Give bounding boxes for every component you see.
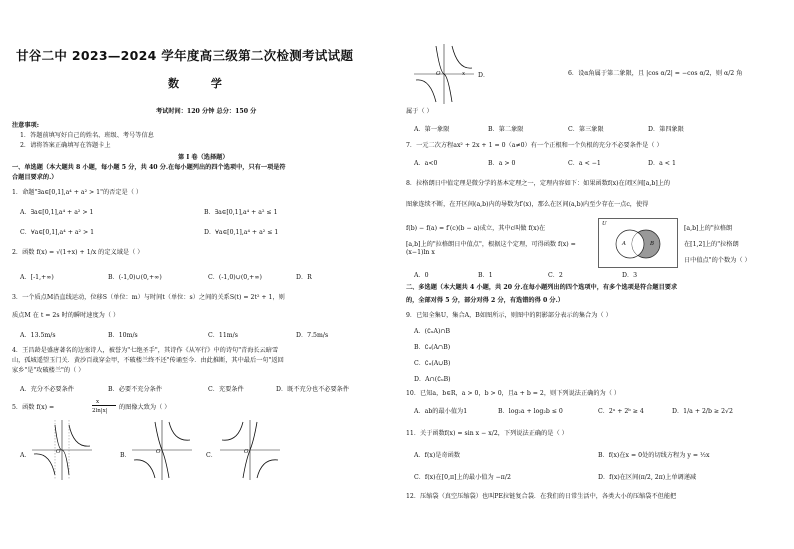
- q10-option-c: C．2ᵃ + 2ᵇ ≥ 4: [598, 408, 644, 415]
- q3-stem: 3．一个质点M沿直线运动，位移S（单位：m）与时间t（单位：s）之间的关系S(t) = 2t² + 1，则: [12, 294, 285, 301]
- q10-stem: 10．已知a，b∈R，a > 0，b > 0，且a + b = 2，则下列说法正确的为（ ）: [406, 390, 621, 397]
- q3-option-d: D．7.5m/s: [296, 332, 329, 339]
- q11-option-a: A．f(x)是奇函数: [414, 452, 461, 459]
- q8-option-a: A．0: [414, 272, 429, 279]
- q1-option-c: C．∀a∈[0,1],a⁴ + a² > 1: [20, 229, 95, 236]
- q5-graph-d-origin: O: [436, 71, 441, 77]
- q5-option-b: B．: [120, 452, 131, 459]
- time-score: 考试时间：120 分钟 总分：150 分: [156, 108, 257, 115]
- section-2-heading-cont: 的，全部对得 5 分，部分对得 2 分，有选错的得 0 分.）: [406, 297, 564, 304]
- q1-option-b: B．∃a∈[0,1],a⁴ + a² ≤ 1: [204, 209, 278, 216]
- subject-title: 数 学: [168, 77, 236, 90]
- q8-option-c: C．2: [548, 272, 563, 279]
- q12-stem: 12．压缩袋（真空压缩袋）也叫PE拉链复合袋．在我们的日常生活中，各类大小的压缩袋不但能把: [406, 493, 677, 500]
- q4-line-2: 山，孤城遥望玉门关．黄沙百战穿金甲，不破楼兰终不还"传诵至今．由此推断，其中最后一句"返回: [12, 357, 284, 364]
- q3-stem-cont: 质点M 在 t = 2s 时的瞬时速度为（ ）: [12, 312, 120, 319]
- q2-stem: 2．函数 f(x) = √(1+x) + 1/x 的定义域是（ ）: [12, 249, 144, 256]
- q10-option-b: B．log₂a + log₂b ≤ 0: [498, 408, 563, 415]
- q5-graph-b: [132, 420, 192, 480]
- q5-stem-pre: 5．函数 f(x) =: [12, 404, 55, 411]
- q6-option-a: A．第一象限: [414, 126, 450, 133]
- q5-stem-post: 的图像大致为（ ）: [119, 404, 171, 411]
- q4-option-d: D．既不充分也不必要条件: [276, 386, 350, 393]
- q8-line-1: 8．拉格朗日中值定理是微分学的基本定理之一，定理内容如下：如果函数f(x)在闭区间[a,b]上的: [406, 180, 671, 187]
- q11-option-d: D．f(x)在区间(π/2, 2π)上单调递减: [598, 474, 697, 481]
- q8-line-3: f(b) − f(a) = f′(c)(b − a)成立，其中c叫做 f(x)在: [406, 225, 546, 232]
- q2-option-a: A．[-1,+∞): [20, 274, 54, 281]
- q4-line-1: 4．王昌龄是盛唐著名的边塞诗人，被誉为"七绝圣手"，其诗作《从军行》中的诗句"青海长云暗雪: [12, 347, 279, 354]
- q7-option-d: D．a < 1: [648, 160, 676, 167]
- q6-option-b: B．第二象限: [488, 126, 524, 133]
- q5-fraction-den: 2ln|x|: [92, 408, 108, 414]
- note-2: 2．请将答案正确填写在答题卡上: [20, 142, 111, 149]
- q11-option-b: B．f(x)在x = 0处的切线方程为 y = ½x: [598, 452, 710, 459]
- q11-option-c: C．f(x)在[0,π]上的最小值为 −π/2: [414, 474, 511, 481]
- q10-option-a: A．ab的最小值为1: [414, 408, 468, 415]
- venn-u-label: U: [602, 221, 607, 227]
- q7-option-c: C．a < −1: [568, 160, 601, 167]
- q5-option-a: A．: [20, 452, 31, 459]
- q7-option-b: B．a > 0: [488, 160, 516, 167]
- q6-line-1: 6．设α角属于第二象限，且 |cos α/2| = −cos α/2，则 α/2 角: [568, 70, 743, 77]
- q5-option-c: C．: [206, 452, 217, 459]
- q9-option-a: A．(∁ᵤA)∩B: [414, 328, 451, 335]
- q6-option-c: C．第三象限: [568, 126, 604, 133]
- section-1-heading-cont: 合题目要求的.）: [12, 174, 58, 181]
- q10-option-d: D．1/a + 2/b ≥ 2√2: [672, 408, 733, 415]
- q7-stem: 7．一元二次方程ax² + 2x + 1 = 0（a≠0）有一个正根和一个负根的充分不必要条件是（ ）: [406, 142, 663, 149]
- q2-option-b: B．(-1,0)∪(0,+∞): [108, 274, 162, 281]
- q6-line-2: 属于（ ）: [406, 108, 433, 115]
- q5-graph-d-x-label: x: [462, 71, 466, 77]
- q4-line-3: 家乡"是"攻破楼兰"的（ ）: [12, 367, 85, 374]
- q5-graph-a: [32, 420, 92, 480]
- q8-option-b: B．1: [478, 272, 493, 279]
- venn-b-label: B: [650, 241, 655, 247]
- q5-graph-c-origin: O: [244, 449, 249, 455]
- q1-option-d: D．∀a∈[0,1],a⁴ + a² ≤ 1: [204, 229, 279, 236]
- q3-option-b: B．10m/s: [108, 332, 138, 339]
- venn-a-label: A: [622, 241, 626, 247]
- q11-stem: 11．关于函数f(x) = sin x − x/2，下列说法正确的是（ ）: [406, 430, 568, 437]
- q9-option-b: B．∁ᵤ(A∩B): [414, 344, 451, 351]
- q8-right-1: [a,b]上的"拉格朗: [684, 225, 733, 232]
- q5-fraction-num: x: [96, 399, 100, 405]
- q9-option-c: C．∁ᵤ(A∪B): [414, 360, 451, 367]
- section-2-heading: 二、多选题（本大题共 4 小题，共 20 分.在每小题列出的四个选项中，有多个选项是符合题目要求: [406, 284, 678, 291]
- q1-stem: 1．命题"∃a∈[0,1],a⁴ + a² > 1"的否定是（ ）: [12, 189, 143, 196]
- q2-option-c: C．(-1,0)∪(0,+∞): [208, 274, 262, 281]
- note-1: 1．答题前填写好自己的姓名、班级、考号等信息: [20, 132, 154, 139]
- q8-right-3: 日中值点"的个数为（ ）: [684, 257, 751, 264]
- q3-option-a: A．13.5m/s: [20, 332, 56, 339]
- q5-graph-a-origin: O: [56, 449, 61, 455]
- q9-stem: 9．已知全集U，集合A，B如图所示，则图中的阴影部分表示的集合为（ ）: [406, 312, 612, 319]
- section-1-heading: 一、单选题（本大题共 8 小题，每小题 5 分，共 40 分.在每小题列出的四个选项中，只有一项是符: [12, 164, 286, 171]
- exam-title: 甘谷二中 2023—2024 学年度高三级第二次检测考试试题: [16, 48, 354, 63]
- q4-option-b: B．必要不充分条件: [108, 386, 163, 393]
- part-heading: 第 I 卷（选择题）: [178, 154, 229, 161]
- q2-option-d: D．R: [296, 274, 312, 281]
- q8-option-d: D．3: [622, 272, 638, 279]
- q8-line-4: [a,b]上的"拉格朗日中值点"，根据这个定理，可得函数 f(x) = (x−1)ln x: [406, 241, 576, 256]
- q5-fraction-bar: [92, 405, 116, 406]
- q5-graph-c: [220, 420, 280, 480]
- notes-heading: 注意事项:: [12, 122, 40, 129]
- q4-option-a: A．充分不必要条件: [20, 386, 74, 393]
- q8-right-2: 在[1,2]上的"拉格朗: [684, 241, 739, 248]
- q9-option-d: D．A∩(∁ᵤB): [414, 376, 451, 383]
- q1-option-a: A．∃a∈[0,1],a⁴ + a² > 1: [20, 209, 94, 216]
- q4-option-c: C．充要条件: [208, 386, 244, 393]
- q8-line-2: 图象连续不断，在开区间(a,b)内的导数为f′(x)，那么在区间(a,b)内至少存在一点c，使得: [406, 201, 649, 208]
- q7-option-a: A．a<0: [414, 160, 438, 167]
- q6-option-d: D．第四象限: [648, 126, 684, 133]
- q3-option-c: C．11m/s: [208, 332, 238, 339]
- q5-graph-b-origin: O: [156, 449, 161, 455]
- q5-option-d: D．: [478, 72, 490, 79]
- venn-diagram: [598, 218, 678, 268]
